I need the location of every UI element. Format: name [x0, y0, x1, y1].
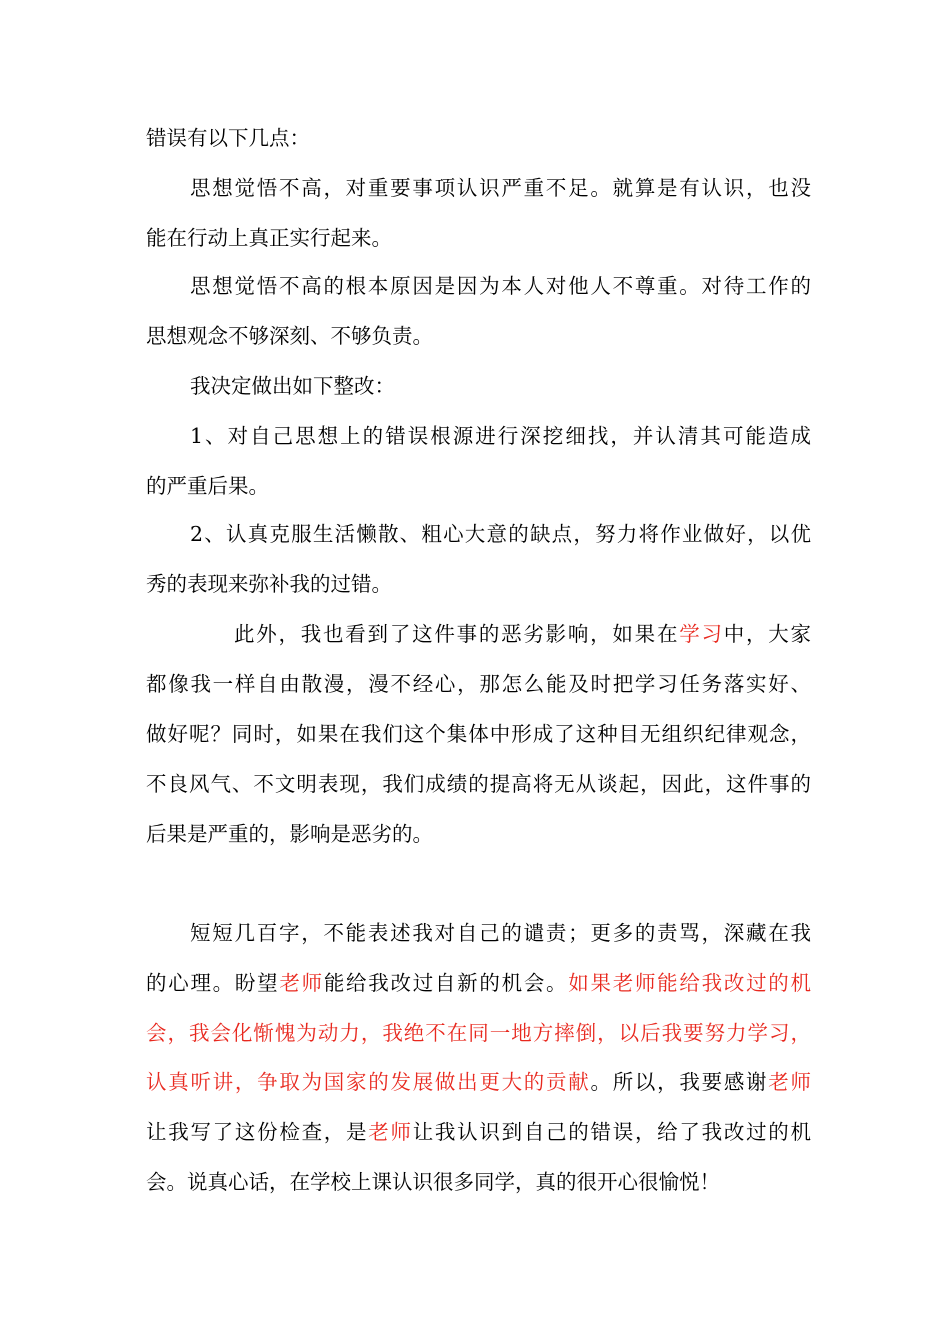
text-line — [146, 516, 811, 552]
text-line — [146, 268, 811, 304]
text-span: 秀的表现来弥补我的过错。 — [146, 572, 392, 596]
text-span: 后果是严重的，影响是恶劣的。 — [146, 822, 433, 846]
highlight-text: 老师 — [368, 1120, 413, 1144]
text-span: 让我写了这份检查，是 — [146, 1120, 369, 1144]
text-line — [146, 468, 811, 504]
text-line — [146, 1064, 811, 1100]
text-span: 思想觉悟不高，对重要事项认识严重不足。就算是有认识，也没 — [190, 176, 811, 200]
text-line — [146, 418, 811, 454]
text-line — [146, 120, 811, 156]
text-line — [146, 965, 811, 1001]
text-line — [146, 766, 811, 802]
highlight-text: 学习 — [679, 622, 724, 646]
text-line — [146, 220, 811, 256]
text-span: 都像我一样自由散漫，漫不经心，那怎么能及时把学习任务落实好、 — [146, 672, 811, 696]
text-span: 此外，我也看到了这件事的恶劣影响，如果在 — [234, 622, 680, 646]
text-span: 2、认真克服生活懒散、粗心大意的缺点，努力将作业做好，以优 — [190, 522, 811, 546]
highlight-text: 会，我会化惭愧为动力，我绝不在同一地方摔倒，以后我要努力学习， — [146, 1021, 811, 1045]
text-span: 思想觉悟不高的根本原因是因为本人对他人不尊重。对待工作的 — [190, 274, 811, 298]
text-line — [146, 1114, 811, 1150]
text-span: 的心理。盼望 — [146, 971, 280, 995]
text-line — [146, 716, 811, 752]
text-span: 错误有以下几点： — [146, 126, 310, 150]
text-span: 。所以，我要感谢 — [590, 1070, 769, 1094]
highlight-text: 老师 — [768, 1070, 811, 1094]
text-span: 能在行动上真正实行起来。 — [146, 226, 392, 250]
text-span: 不良风气、不文明表现，我们成绩的提高将无从谈起，因此，这件事的 — [146, 772, 811, 796]
text-span: 1、对自己思想上的错误根源进行深挖细找，并认清其可能造成 — [190, 424, 811, 448]
text-line — [146, 1164, 811, 1200]
text-span: 让我认识到自己的错误，给了我改过的机 — [412, 1120, 811, 1144]
text-span: 我决定做出如下整改： — [190, 374, 395, 398]
text-span: 中，大家 — [723, 622, 811, 646]
text-line — [146, 1015, 811, 1051]
text-span: 能给我改过自新的机会。 — [323, 971, 569, 995]
text-span: 思想观念不够深刻、不够负责。 — [146, 324, 433, 348]
text-line — [146, 368, 811, 404]
highlight-text: 如果老师能给我改过的机 — [568, 971, 811, 995]
text-line — [146, 318, 811, 354]
text-span: 做好呢？同时，如果在我们这个集体中形成了这种目无组织纪律观念， — [146, 722, 811, 746]
highlight-text: 老师 — [279, 971, 324, 995]
highlight-text: 认真听讲，争取为国家的发展做出更大的贡献 — [146, 1070, 591, 1094]
text-span: 短短几百字，不能表述我对自己的谴责；更多的责骂，深藏在我 — [190, 921, 811, 945]
text-line — [146, 616, 811, 652]
text-line — [146, 915, 811, 951]
text-line — [146, 666, 811, 702]
text-span: 的严重后果。 — [146, 474, 269, 498]
text-span: 会。说真心话，在学校上课认识很多同学，真的很开心很愉悦！ — [146, 1170, 720, 1194]
text-line — [146, 816, 811, 852]
text-line — [146, 170, 811, 206]
text-line — [146, 566, 811, 602]
